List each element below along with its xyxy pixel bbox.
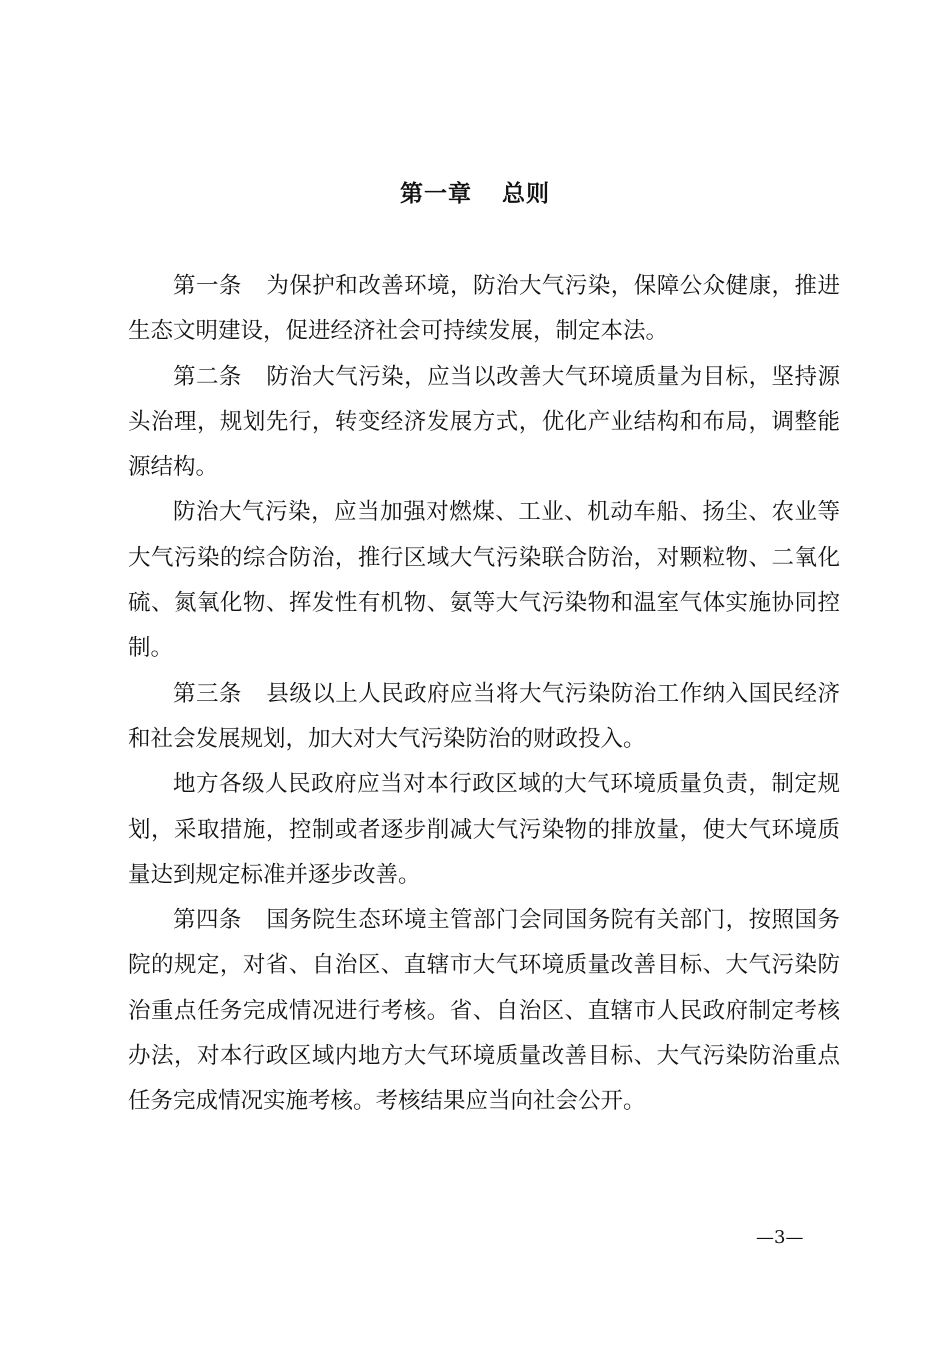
article-paragraph: [128, 264, 840, 355]
paragraph-text: 国务院生态环境主管部门会同国务院有关部门，按照国务院的规定，对省、自治区、直辖市大气环境质量改善目标、大气污染防治重点任务完成情况进行考核。省、自治区、直辖市人民政府制定考核办法，对本行政区域内地方大气环境质量改善目标、大气污染防治重点任务完成情况实施考核。考核结果应当向社会公开。: [128, 907, 840, 1115]
document-body: [128, 264, 840, 1125]
article-number: 第二条: [173, 363, 242, 390]
continuation-paragraph: [128, 490, 840, 671]
paragraph-text: 防治大气污染，应当加强对燃煤、工业、机动车船、扬尘、农业等大气污染的综合防治，推行区域大气污染联合防治，对颗粒物、二氧化硫、氮氧化物、挥发性有机物、氨等大气污染物和温室气体实施协同控制。: [128, 499, 840, 662]
article-number: 第三条: [173, 680, 242, 707]
article-number: 第四条: [173, 907, 242, 934]
article-number: 第一条: [173, 273, 242, 299]
chapter-number: 第一章: [400, 181, 472, 207]
chapter-name: 总则: [502, 181, 550, 207]
paragraph-text: 为保护和改善环境，防治大气污染，保障公众健康，推进生态文明建设，促进经济社会可持续发展，制定本法。: [128, 273, 840, 345]
continuation-paragraph: [128, 762, 840, 898]
article-paragraph: [128, 672, 840, 763]
paragraph-text: 防治大气污染，应当以改善大气环境质量为目标，坚持源头治理，规划先行，转变经济发展方式，优化产业结构和布局，调整能源结构。: [128, 363, 840, 481]
article-paragraph: [128, 355, 840, 491]
paragraph-text: 地方各级人民政府应当对本行政区域的大气环境质量负责，制定规划，采取措施，控制或者逐步削减大气污染物的排放量，使大气环境质量达到规定标准并逐步改善。: [128, 771, 840, 888]
article-paragraph: [128, 898, 840, 1124]
chapter-title: [0, 176, 950, 212]
paragraph-text: 县级以上人民政府应当将大气污染防治工作纳入国民经济和社会发展规划，加大对大气污染防治的财政投入。: [128, 680, 840, 752]
page-number: —3—: [756, 1227, 804, 1248]
